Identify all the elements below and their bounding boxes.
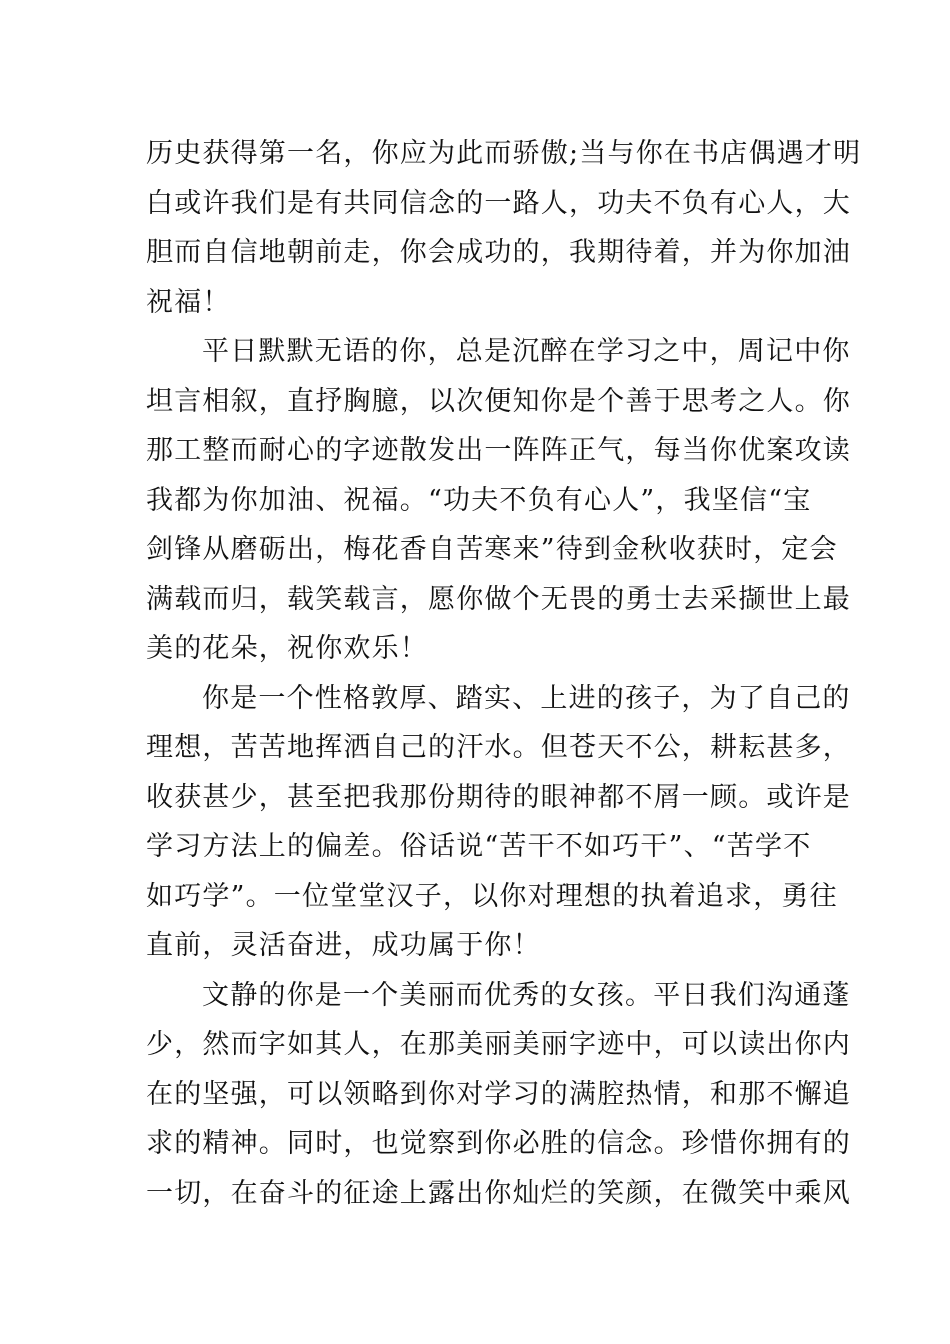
text-line: 我都为你加油、祝福。“功夫不负有心人”，我坚信“宝 xyxy=(146,484,812,516)
text-line: 美的花朵，祝你欢乐！ xyxy=(146,633,428,664)
text-line: 求的精神。同时，也觉察到你必胜的信念。珍惜你拥有的 xyxy=(146,1128,851,1159)
text-line: 祝福！ xyxy=(146,286,231,318)
text-line: 理想，苦苦地挥洒自己的汗水。但苍天不公，耕耘甚多， xyxy=(146,732,851,763)
text-line: 如巧学”。一位堂堂汉子，以你对理想的执着追求，勇往 xyxy=(146,880,838,912)
text-line: 胆而自信地朝前走，你会成功的，我期待着，并为你加油 xyxy=(146,237,851,268)
paragraph-first-line: 文静的你是一个美丽而优秀的女孩。平日我们沟通蓬 xyxy=(202,979,851,1011)
paragraph-first-line: 平日默默无语的你，总是沉醉在学习之中，周记中你 xyxy=(202,336,851,367)
text-line: 学习方法上的偏差。俗话说“苦干不如巧干”、“苦学不 xyxy=(146,831,812,862)
text-line: 在的坚强，可以领略到你对学习的满腔热情，和那不懈追 xyxy=(146,1078,851,1110)
text-line: 一切，在奋斗的征途上露出你灿烂的笑颜，在微笑中乘风 xyxy=(146,1177,851,1209)
paragraph-first-line: 你是一个性格敦厚、踏实、上进的孩子，为了自己的 xyxy=(202,682,851,714)
text-line: 坦言相叙，直抒胸臆，以次便知你是个善于思考之人。你 xyxy=(146,385,851,417)
text-line: 直前，灵活奋进，成功属于你！ xyxy=(146,930,541,961)
document-body-text xyxy=(146,129,862,1218)
text-line: 那工整而耐心的字迹散发出一阵阵正气，每当你优案攻读 xyxy=(146,435,851,466)
text-line: 历史获得第一名，你应为此而骄傲;当与你在书店偶遇才明 xyxy=(146,138,862,169)
text-line: 白或许我们是有共同信念的一路人，功夫不负有心人，大 xyxy=(146,187,851,219)
text-line: 满载而归，载笑载言，愿你做个无畏的勇士去采撷世上最 xyxy=(146,583,851,615)
text-line: 收获甚少，甚至把我那份期待的眼神都不屑一顾。或许是 xyxy=(146,781,851,813)
text-line: 少，然而字如其人，在那美丽美丽字迹中，可以读出你内 xyxy=(146,1029,851,1060)
text-line: 剑锋从磨砺出，梅花香自苦寒来”待到金秋收获时，定会 xyxy=(146,534,838,565)
